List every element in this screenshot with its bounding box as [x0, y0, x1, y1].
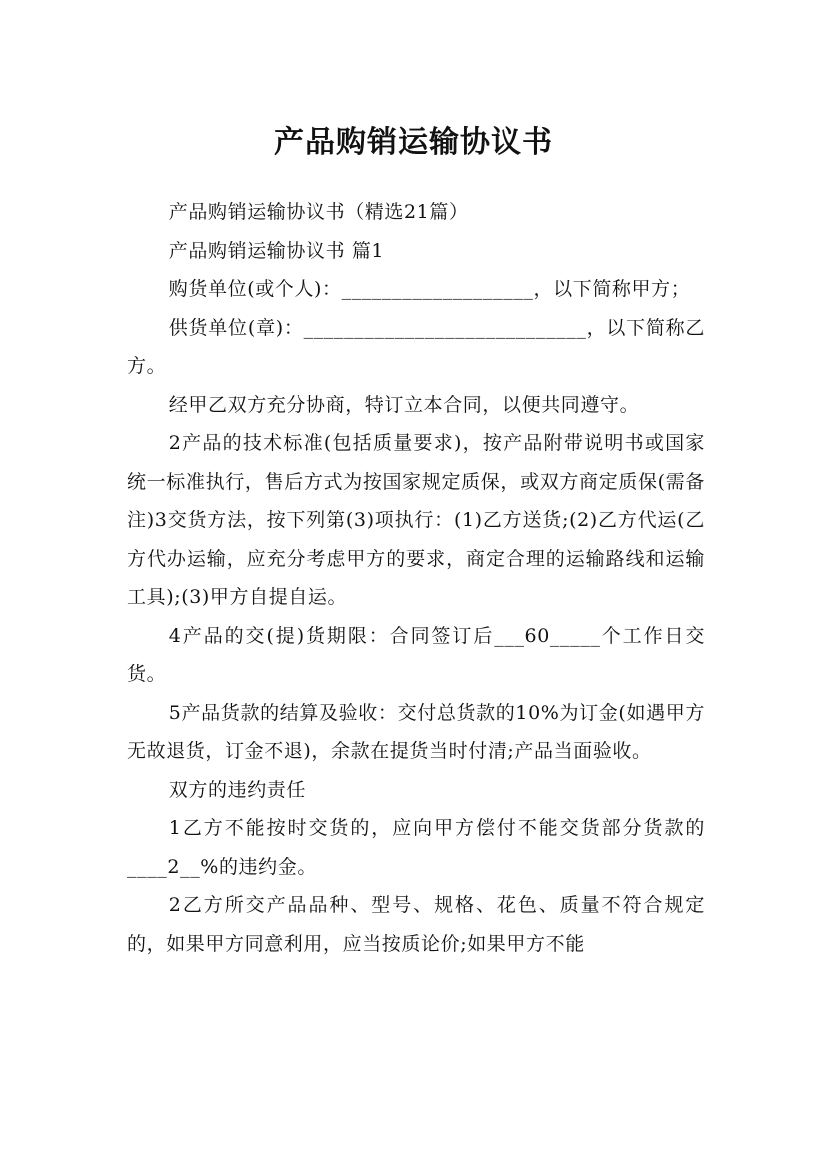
paragraph-delivery-period: 4产品的交(提)货期限：合同签订后___60_____个工作日交货。	[127, 624, 705, 685]
paragraph-agreement: 经甲乙双方充分协商，特订立本合同，以便共同遵守。	[168, 393, 640, 416]
paragraph-collection-title: 产品购销运输协议书（精选21篇）	[168, 201, 469, 223]
paragraph-liability-1: 1乙方不能按时交货的，应向甲方偿付不能交货部分货款的____2__%的违约金。	[127, 817, 705, 878]
paragraph-section-heading: 产品购销运输协议书 篇1	[168, 239, 385, 262]
paragraph-liability-2: 2乙方所交产品品种、型号、规格、花色、质量不符合规定的，如果甲方同意利用，应当按质论价;如果甲方不能	[127, 894, 705, 955]
paragraph-payment: 5产品货款的结算及验收：交付总货款的10%为订金(如遇甲方无故退货，订金不退)，余款在提货当时付清;产品当面验收。	[127, 701, 705, 762]
document-body	[127, 193, 705, 963]
paragraph-supplier: 供货单位(章)：____________________________，以下简称乙方。	[127, 316, 705, 377]
paragraph-technical-standard: 2产品的技术标准(包括质量要求)，按产品附带说明书或国家统一标准执行，售后方式为按国家规定质保，或双方商定质保(需备注)3交货方法，按下列第(3)项执行：(1)乙方送货;(2)乙方代运(乙方代办运输，应充分考虑甲方的要求，商定合理的运输路线和运输工具);(3)甲方自提自运。	[127, 432, 705, 608]
paragraph-buyer: 购货单位(或个人)：___________________，以下简称甲方；	[168, 278, 691, 300]
paragraph-liability-heading: 双方的违约责任	[168, 778, 306, 801]
document-title: 产品购销运输协议书	[274, 125, 553, 161]
